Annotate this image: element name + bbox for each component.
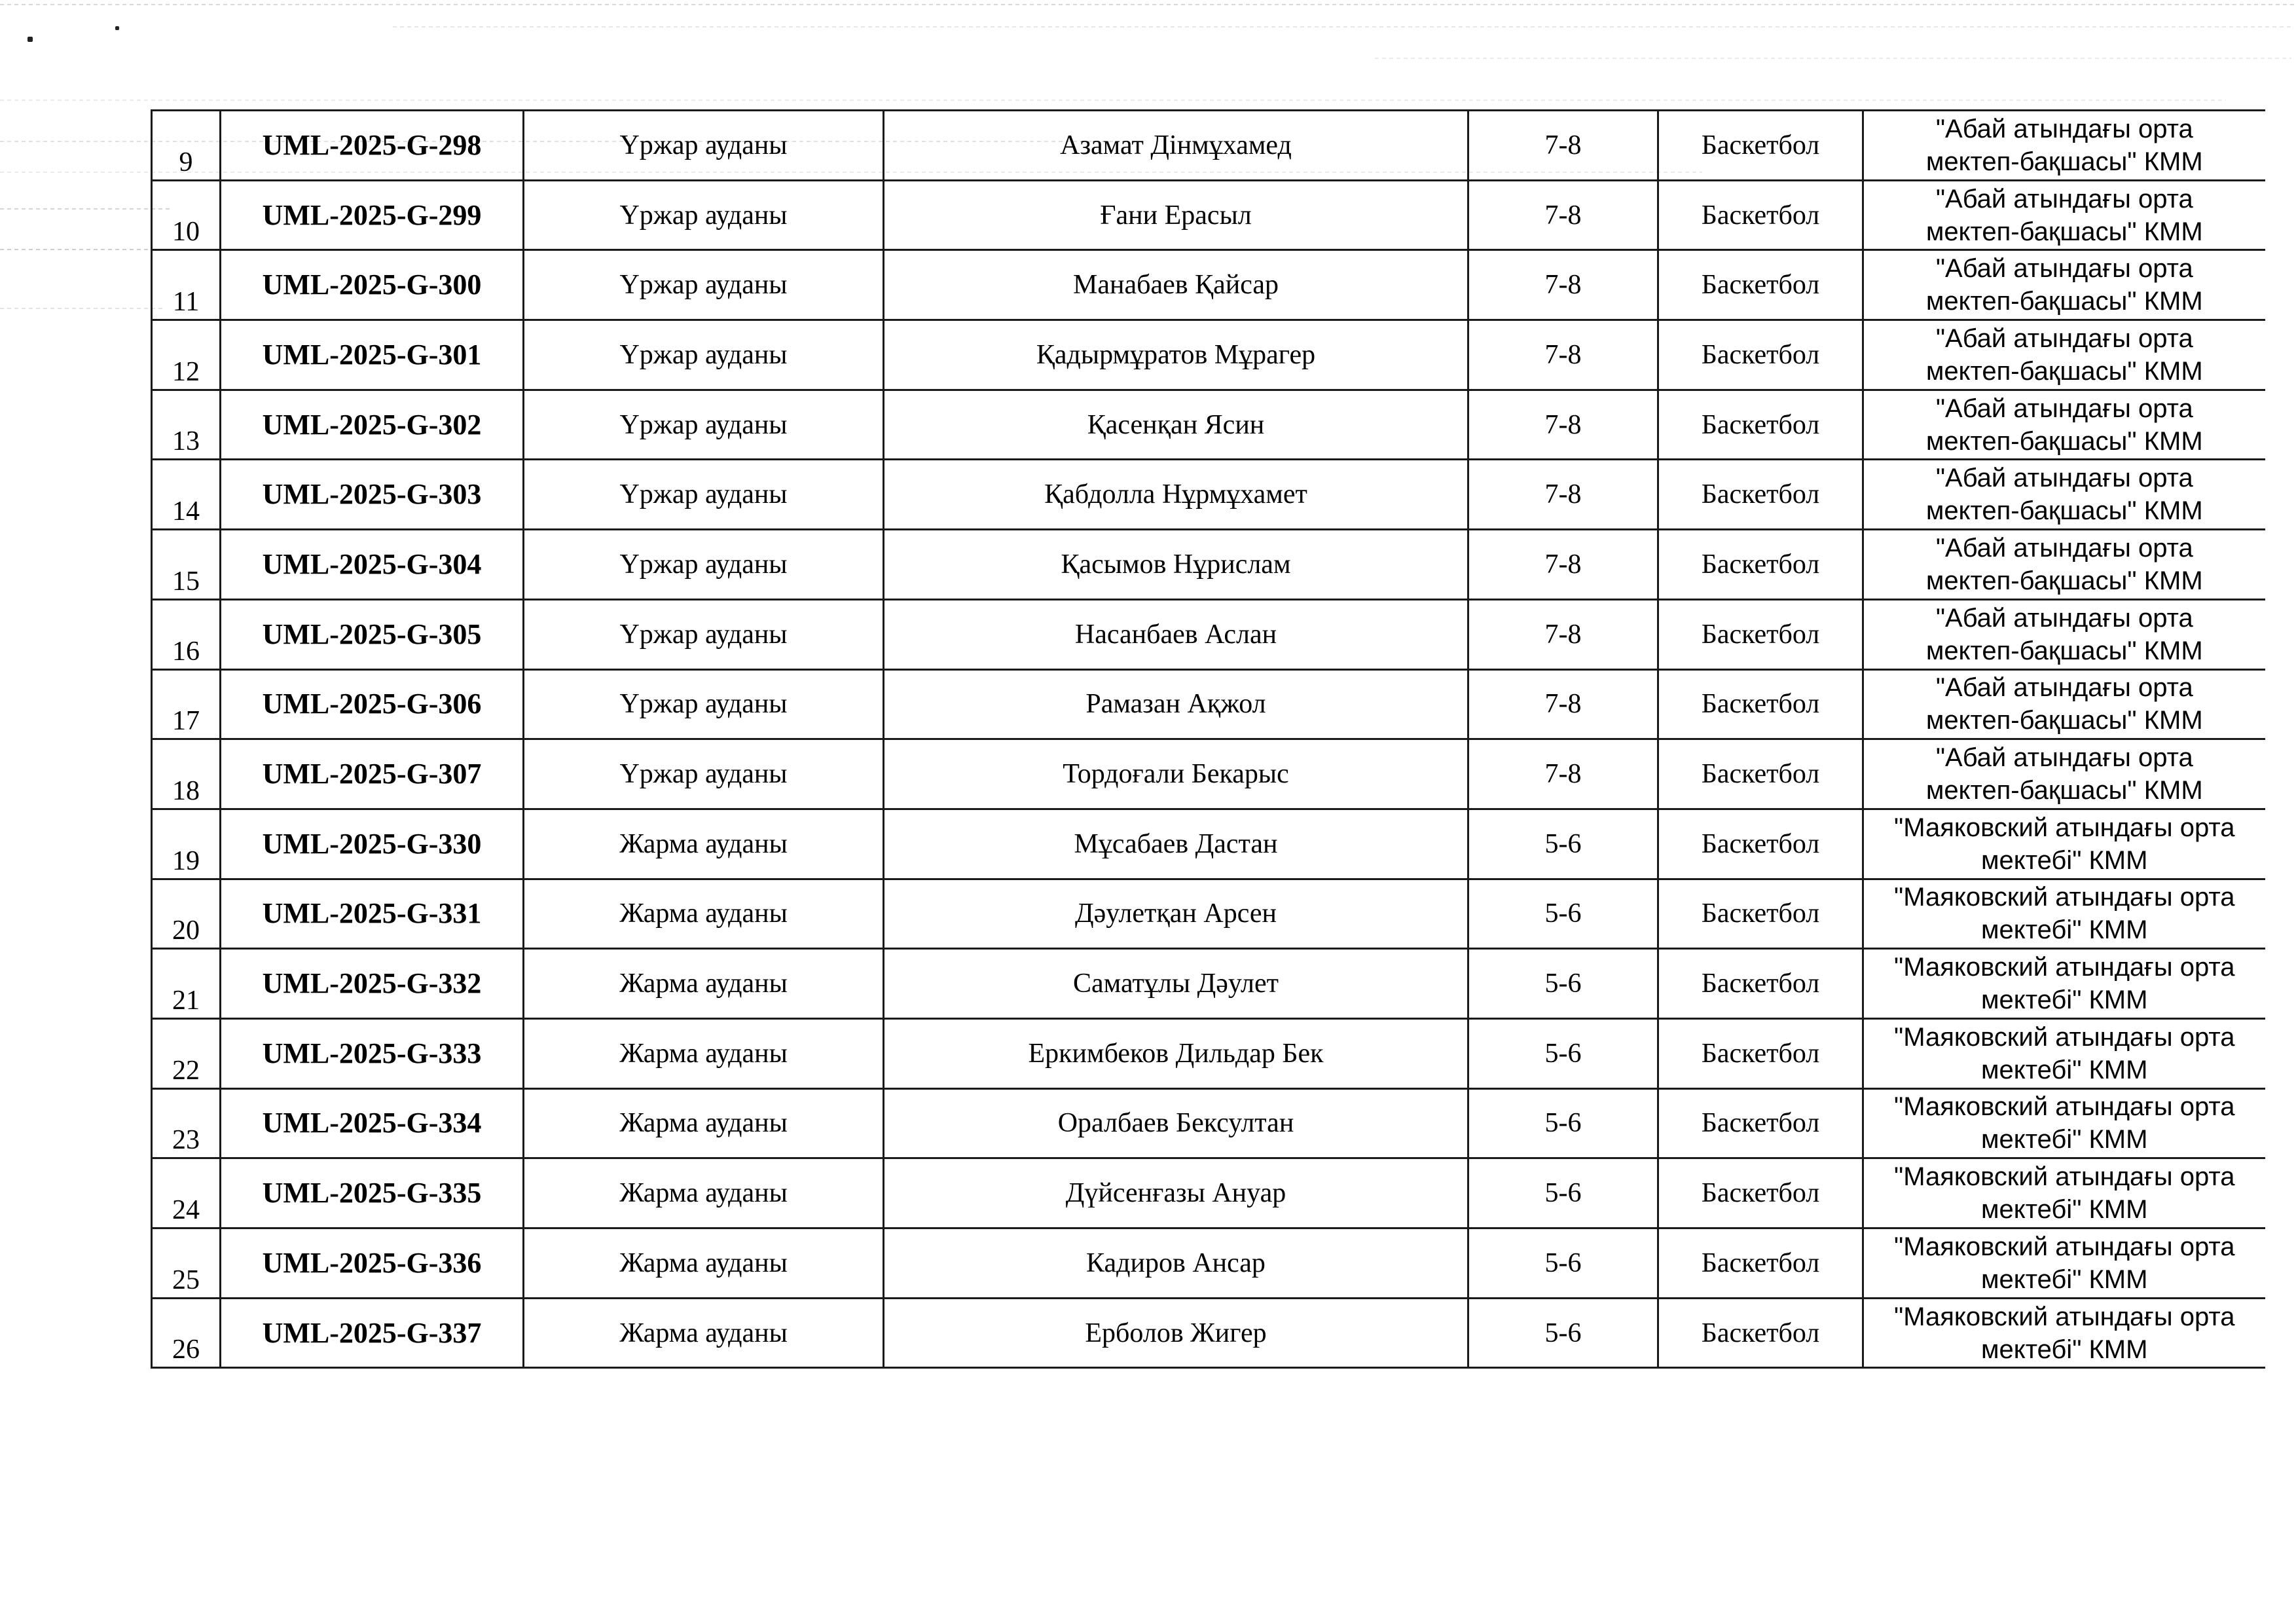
sport-cell: Баскетбол	[1658, 250, 1863, 320]
row-number-cell: 14	[152, 460, 221, 530]
sport-cell: Баскетбол	[1658, 530, 1863, 600]
district-cell: Жарма ауданы	[524, 1158, 884, 1228]
row-number-cell: 10	[152, 180, 221, 250]
table-row	[152, 111, 2265, 181]
school-cell	[1863, 1298, 2265, 1368]
participant-name-cell: Ғани Ерасыл	[884, 180, 1468, 250]
participant-name-cell: Қабдолла Нұрмұхамет	[884, 460, 1468, 530]
sport-cell: Баскетбол	[1658, 669, 1863, 739]
row-number-cell: 24	[152, 1158, 221, 1228]
grade-cell: 7-8	[1468, 320, 1658, 390]
row-number-cell: 13	[152, 390, 221, 460]
participant-code-cell: UML-2025-G-332	[221, 949, 524, 1019]
row-number-cell: 23	[152, 1088, 221, 1158]
school-cell	[1863, 250, 2265, 320]
participant-code-cell: UML-2025-G-303	[221, 460, 524, 530]
district-cell: Жарма ауданы	[524, 1018, 884, 1088]
school-cell	[1863, 1018, 2265, 1088]
row-number-cell: 11	[152, 250, 221, 320]
table-row	[152, 1228, 2265, 1299]
participant-code-cell: UML-2025-G-304	[221, 530, 524, 600]
school-cell	[1863, 1158, 2265, 1228]
school-name-line-2: мектеп-бақшасы" КММ	[1925, 217, 2203, 246]
table-body	[152, 111, 2265, 1368]
sport-cell: Баскетбол	[1658, 390, 1863, 460]
grade-cell: 5-6	[1468, 1158, 1658, 1228]
participant-name-cell: Рамазан Ақжол	[884, 669, 1468, 739]
participant-name-cell: Азамат Дінмұхамед	[884, 111, 1468, 181]
school-cell	[1863, 390, 2265, 460]
district-cell: Жарма ауданы	[524, 879, 884, 949]
school-name-line-1: "Абай атындағы орта	[1935, 254, 2193, 284]
sport-cell: Баскетбол	[1658, 180, 1863, 250]
sport-cell: Баскетбол	[1658, 1088, 1863, 1158]
school-name-line-1: "Маяковский атындағы орта	[1894, 1162, 2235, 1192]
school-name-line-1: "Абай атындағы орта	[1935, 323, 2193, 353]
school-cell	[1863, 599, 2265, 669]
district-cell: Үржар ауданы	[524, 390, 884, 460]
table-row	[152, 320, 2265, 390]
participant-name-cell: Дүйсенғазы Ануар	[884, 1158, 1468, 1228]
school-name-line-1: "Маяковский атындағы орта	[1894, 813, 2235, 842]
participant-code-cell: UML-2025-G-302	[221, 390, 524, 460]
school-name-line-1: "Маяковский атындағы орта	[1894, 883, 2235, 912]
grade-cell: 5-6	[1468, 809, 1658, 879]
school-name-line-2: мектеп-бақшасы" КММ	[1925, 496, 2203, 526]
row-number-cell: 9	[152, 111, 221, 181]
participant-code-cell: UML-2025-G-336	[221, 1228, 524, 1299]
district-cell: Үржар ауданы	[524, 320, 884, 390]
school-cell	[1863, 1228, 2265, 1299]
sport-cell: Баскетбол	[1658, 949, 1863, 1019]
school-name-line-1: "Маяковский атындағы орта	[1894, 1022, 2235, 1052]
district-cell: Жарма ауданы	[524, 809, 884, 879]
district-cell: Үржар ауданы	[524, 250, 884, 320]
district-cell: Жарма ауданы	[524, 949, 884, 1019]
participant-code-cell: UML-2025-G-335	[221, 1158, 524, 1228]
school-name-line-2: мектебі" КММ	[1981, 1125, 2148, 1154]
district-cell: Үржар ауданы	[524, 530, 884, 600]
grade-cell: 5-6	[1468, 1018, 1658, 1088]
school-name-line-2: мектебі" КММ	[1981, 1264, 2148, 1294]
school-name-line-2: мектеп-бақшасы" КММ	[1925, 147, 2203, 176]
school-name-line-2: мектебі" КММ	[1981, 1195, 2148, 1225]
grade-cell: 7-8	[1468, 111, 1658, 181]
table-row	[152, 1298, 2265, 1368]
grade-cell: 5-6	[1468, 949, 1658, 1019]
participant-code-cell: UML-2025-G-306	[221, 669, 524, 739]
school-name-line-2: мектеп-бақшасы" КММ	[1925, 356, 2203, 386]
district-cell: Жарма ауданы	[524, 1088, 884, 1158]
school-cell	[1863, 460, 2265, 530]
sport-cell: Баскетбол	[1658, 1298, 1863, 1368]
school-name-line-2: мектеп-бақшасы" КММ	[1925, 287, 2203, 316]
district-cell: Үржар ауданы	[524, 599, 884, 669]
school-cell	[1863, 879, 2265, 949]
school-name-line-2: мектеп-бақшасы" КММ	[1925, 706, 2203, 735]
sport-cell: Баскетбол	[1658, 809, 1863, 879]
school-cell	[1863, 1088, 2265, 1158]
school-cell	[1863, 949, 2265, 1019]
school-name-line-2: мектебі" КММ	[1981, 1335, 2148, 1364]
table-row	[152, 1018, 2265, 1088]
participant-code-cell: UML-2025-G-333	[221, 1018, 524, 1088]
school-name-line-1: "Абай атындағы орта	[1935, 603, 2193, 633]
school-name-line-1: "Маяковский атындағы орта	[1894, 953, 2235, 982]
grade-cell: 5-6	[1468, 1298, 1658, 1368]
school-name-line-1: "Маяковский атындағы орта	[1894, 1092, 2235, 1122]
grade-cell: 5-6	[1468, 879, 1658, 949]
participant-code-cell: UML-2025-G-337	[221, 1298, 524, 1368]
sport-cell: Баскетбол	[1658, 1228, 1863, 1299]
school-cell	[1863, 320, 2265, 390]
participant-name-cell: Қадырмұратов Мұрагер	[884, 320, 1468, 390]
school-cell	[1863, 809, 2265, 879]
row-number-cell: 18	[152, 739, 221, 809]
sport-cell: Баскетбол	[1658, 460, 1863, 530]
grade-cell: 5-6	[1468, 1228, 1658, 1299]
sport-cell: Баскетбол	[1658, 739, 1863, 809]
row-number-cell: 20	[152, 879, 221, 949]
grade-cell: 7-8	[1468, 669, 1658, 739]
school-name-line-2: мектебі" КММ	[1981, 1055, 2148, 1084]
grade-cell: 5-6	[1468, 1088, 1658, 1158]
participant-name-cell: Кадиров Ансар	[884, 1228, 1468, 1299]
school-name-line-2: мектеп-бақшасы" КММ	[1925, 776, 2203, 805]
participant-name-cell: Оралбаев Бексултан	[884, 1088, 1468, 1158]
participant-code-cell: UML-2025-G-334	[221, 1088, 524, 1158]
row-number-cell: 15	[152, 530, 221, 600]
school-cell	[1863, 739, 2265, 809]
row-number-cell: 21	[152, 949, 221, 1019]
school-name-line-1: "Маяковский атындағы орта	[1894, 1302, 2235, 1331]
district-cell: Үржар ауданы	[524, 739, 884, 809]
school-name-line-2: мектеп-бақшасы" КММ	[1925, 426, 2203, 456]
school-name-line-1: "Абай атындағы орта	[1935, 673, 2193, 703]
scan-speck	[115, 26, 119, 30]
row-number-cell: 16	[152, 599, 221, 669]
school-name-line-1: "Абай атындағы орта	[1935, 743, 2193, 773]
row-number-cell: 17	[152, 669, 221, 739]
row-number-cell: 19	[152, 809, 221, 879]
table-row	[152, 739, 2265, 809]
participant-code-cell: UML-2025-G-330	[221, 809, 524, 879]
row-number-cell: 22	[152, 1018, 221, 1088]
table-row	[152, 530, 2265, 600]
participant-code-cell: UML-2025-G-307	[221, 739, 524, 809]
school-name-line-1: "Абай атындағы орта	[1935, 464, 2193, 493]
sport-cell: Баскетбол	[1658, 599, 1863, 669]
participant-name-cell: Саматұлы Дәулет	[884, 949, 1468, 1019]
sport-cell: Баскетбол	[1658, 1018, 1863, 1088]
district-cell: Жарма ауданы	[524, 1298, 884, 1368]
grade-cell: 7-8	[1468, 599, 1658, 669]
table-row	[152, 809, 2265, 879]
participants-table	[151, 109, 2265, 1369]
sport-cell: Баскетбол	[1658, 111, 1863, 181]
row-number-cell: 12	[152, 320, 221, 390]
school-name-line-2: мектебі" КММ	[1981, 915, 2148, 945]
sport-cell: Баскетбол	[1658, 879, 1863, 949]
table-row	[152, 1158, 2265, 1228]
participant-name-cell: Қасенқан Ясин	[884, 390, 1468, 460]
school-cell	[1863, 530, 2265, 600]
school-cell	[1863, 180, 2265, 250]
school-name-line-2: мектебі" КММ	[1981, 845, 2148, 875]
district-cell: Үржар ауданы	[524, 111, 884, 181]
school-name-line-1: "Абай атындағы орта	[1935, 114, 2193, 143]
table-row	[152, 669, 2265, 739]
participant-name-cell: Ерболов Жигер	[884, 1298, 1468, 1368]
participant-name-cell: Дәулетқан Арсен	[884, 879, 1468, 949]
district-cell: Жарма ауданы	[524, 1228, 884, 1299]
school-name-line-1: "Абай атындағы орта	[1935, 533, 2193, 563]
school-cell	[1863, 669, 2265, 739]
grade-cell: 7-8	[1468, 530, 1658, 600]
school-name-line-1: "Абай атындағы орта	[1935, 394, 2193, 423]
grade-cell: 7-8	[1468, 460, 1658, 530]
participant-code-cell: UML-2025-G-301	[221, 320, 524, 390]
participant-code-cell: UML-2025-G-299	[221, 180, 524, 250]
participant-name-cell: Қасымов Нұрислам	[884, 530, 1468, 600]
participant-code-cell: UML-2025-G-305	[221, 599, 524, 669]
table-row	[152, 460, 2265, 530]
table-row	[152, 879, 2265, 949]
table-row	[152, 390, 2265, 460]
row-number-cell: 26	[152, 1298, 221, 1368]
participant-name-cell: Манабаев Қайсар	[884, 250, 1468, 320]
school-name-line-2: мектебі" КММ	[1981, 986, 2148, 1015]
school-name-line-2: мектеп-бақшасы" КММ	[1925, 636, 2203, 665]
school-name-line-2: мектеп-бақшасы" КММ	[1925, 566, 2203, 595]
school-cell	[1863, 111, 2265, 181]
table-row	[152, 180, 2265, 250]
district-cell: Үржар ауданы	[524, 180, 884, 250]
table-row	[152, 1088, 2265, 1158]
participant-name-cell: Насанбаев Аслан	[884, 599, 1468, 669]
participant-code-cell: UML-2025-G-298	[221, 111, 524, 181]
grade-cell: 7-8	[1468, 739, 1658, 809]
table-row	[152, 949, 2265, 1019]
table-row	[152, 250, 2265, 320]
district-cell: Үржар ауданы	[524, 460, 884, 530]
grade-cell: 7-8	[1468, 250, 1658, 320]
participant-code-cell: UML-2025-G-331	[221, 879, 524, 949]
grade-cell: 7-8	[1468, 180, 1658, 250]
participant-name-cell: Еркимбеков Дильдар Бек	[884, 1018, 1468, 1088]
participant-name-cell: Тордоғали Бекарыс	[884, 739, 1468, 809]
sport-cell: Баскетбол	[1658, 1158, 1863, 1228]
row-number-cell: 25	[152, 1228, 221, 1299]
scan-speck	[27, 37, 33, 42]
participant-name-cell: Мұсабаев Дастан	[884, 809, 1468, 879]
school-name-line-1: "Маяковский атындағы орта	[1894, 1232, 2235, 1261]
participant-code-cell: UML-2025-G-300	[221, 250, 524, 320]
sport-cell: Баскетбол	[1658, 320, 1863, 390]
district-cell: Үржар ауданы	[524, 669, 884, 739]
table-row	[152, 599, 2265, 669]
school-name-line-1: "Абай атындағы орта	[1935, 184, 2193, 213]
grade-cell: 7-8	[1468, 390, 1658, 460]
